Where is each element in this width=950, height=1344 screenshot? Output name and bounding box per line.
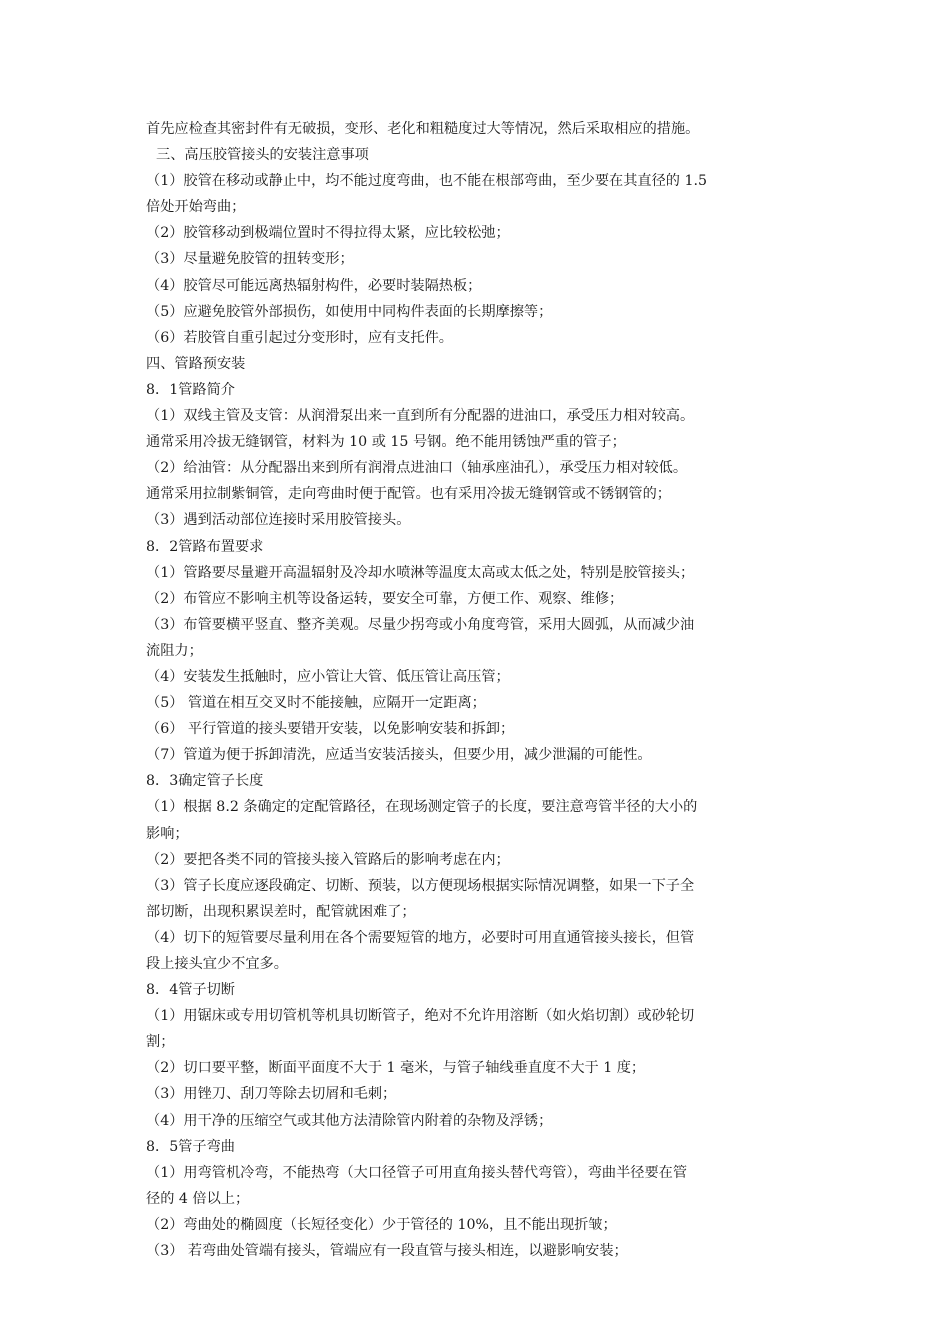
- text-line: 影响；: [146, 825, 189, 842]
- list-item: （1）用弯管机冷弯，不能热弯（大口径管子可用直角接头替代弯管），弯曲半径要在管: [146, 1164, 688, 1181]
- list-item: （5） 管道在相互交叉时不能接触，应隔开一定距离；: [146, 695, 486, 712]
- text-line: 段上接头宜少不宜多。: [146, 956, 288, 972]
- list-item: （3）管子长度应逐段确定、切断、预装，以方便现场根据实际情况调整，如果一下子全: [146, 877, 695, 894]
- list-item: （6）若胶管自重引起过分变形时，应有支托件。: [146, 329, 453, 346]
- list-item: （7）管道为便于拆卸清洗，应适当安装活接头，但要少用，减少泄漏的可能性。: [146, 747, 652, 764]
- list-item: （6） 平行管道的接头要错开安装，以免影响安装和拆卸；: [146, 721, 515, 738]
- list-item: （2）布管应不影响主机等设备运转，要安全可靠，方便工作、观察、维修；: [146, 590, 624, 607]
- list-item: （4）安装发生抵触时，应小管让大管、低压管让高压管；: [146, 668, 510, 685]
- section-heading: 三、高压胶管接头的安装注意事项: [156, 147, 369, 164]
- list-item: （2）弯曲处的椭圆度（长短径变化）少于管径的 10%，且不能出现折皱；: [146, 1216, 617, 1233]
- subsection-heading: 8．4管子切断: [146, 982, 235, 999]
- list-item: （5）应避免胶管外部损伤，如使用中同构件表面的长期摩擦等；: [146, 303, 553, 320]
- list-item: （3）布管要横平竖直、整齐美观。尽量少拐弯或小角度弯管，采用大圆弧，从而减少油: [146, 616, 695, 633]
- text-line: 径的 4 倍以上；: [146, 1190, 250, 1207]
- text-line: 倍处开始弯曲；: [146, 199, 246, 216]
- list-item: （4）切下的短管要尽量利用在各个需要短管的地方，必要时可用直通管接头接长，但管: [146, 929, 695, 946]
- subsection-heading: 8．1管路简介: [146, 381, 235, 398]
- list-item: （2）胶管移动到极端位置时不得拉得太紧，应比较松弛；: [146, 225, 510, 242]
- subsection-heading: 8．2管路布置要求: [146, 538, 264, 555]
- list-item: （4）胶管尽可能远离热辐射构件，必要时装隔热板；: [146, 277, 482, 294]
- list-item: （2）切口要平整，断面平面度不大于 1 毫米，与管子轴线垂直度不大于 1 度；: [146, 1060, 646, 1077]
- list-item: （2）要把各类不同的管接头接入管路后的影响考虑在内；: [146, 851, 510, 868]
- subsection-heading: 8．3确定管子长度: [146, 773, 264, 790]
- section-heading: 四、管路预安装: [146, 355, 246, 372]
- list-item: （2）给油管：从分配器出来到所有润滑点进油口（轴承座油孔），承受压力相对较低。: [146, 460, 688, 477]
- text-line: 流阻力；: [146, 642, 203, 659]
- list-item: （1）用锯床或专用切管机等机具切断管子，绝对不允许用溶断（如火焰切割）或砂轮切: [146, 1008, 695, 1025]
- text-line: 首先应检查其密封件有无破损，变形、老化和粗糙度过大等情况，然后采取相应的措施。: [146, 121, 700, 137]
- list-item: （1）根据 8.2 条确定的定配管路径，在现场测定管子的长度，要注意弯管半径的大小的: [146, 799, 698, 816]
- list-item: （3）用锉刀、刮刀等除去切屑和毛刺；: [146, 1086, 397, 1103]
- list-item: （3） 若弯曲处管端有接头，管端应有一段直管与接头相连，以避影响安装；: [146, 1243, 628, 1260]
- text-line: 割；: [146, 1034, 175, 1051]
- text-line: 部切断，出现积累误差时，配管就困难了；: [146, 903, 416, 920]
- list-item: （1）双线主管及支管：从润滑泵出来一直到所有分配器的进油口，承受压力相对较高。: [146, 408, 695, 425]
- list-item: （1）管路要尽量避开高温辐射及冷却水喷淋等温度太高或太低之处，特别是胶管接头；: [146, 564, 695, 581]
- list-item: （3）遇到活动部位连接时采用胶管接头。: [146, 512, 411, 529]
- text-line: 通常采用冷拔无缝钢管，材料为 10 或 15 号钢。绝不能用锈蚀严重的管子；: [146, 434, 626, 451]
- list-item: （1）胶管在移动或静止中，均不能过度弯曲，也不能在根部弯曲，至少要在其直径的 1.5: [146, 173, 708, 190]
- document-body: [146, 116, 814, 1264]
- text-line: 通常采用拉制紫铜管，走向弯曲时便于配管。也有采用冷拔无缝钢管或不锈钢管的；: [146, 486, 671, 503]
- subsection-heading: 8．5管子弯曲: [146, 1138, 235, 1155]
- list-item: （3）尽量避免胶管的扭转变形；: [146, 251, 354, 268]
- list-item: （4）用干净的压缩空气或其他方法清除管内附着的杂物及浮锈；: [146, 1112, 553, 1129]
